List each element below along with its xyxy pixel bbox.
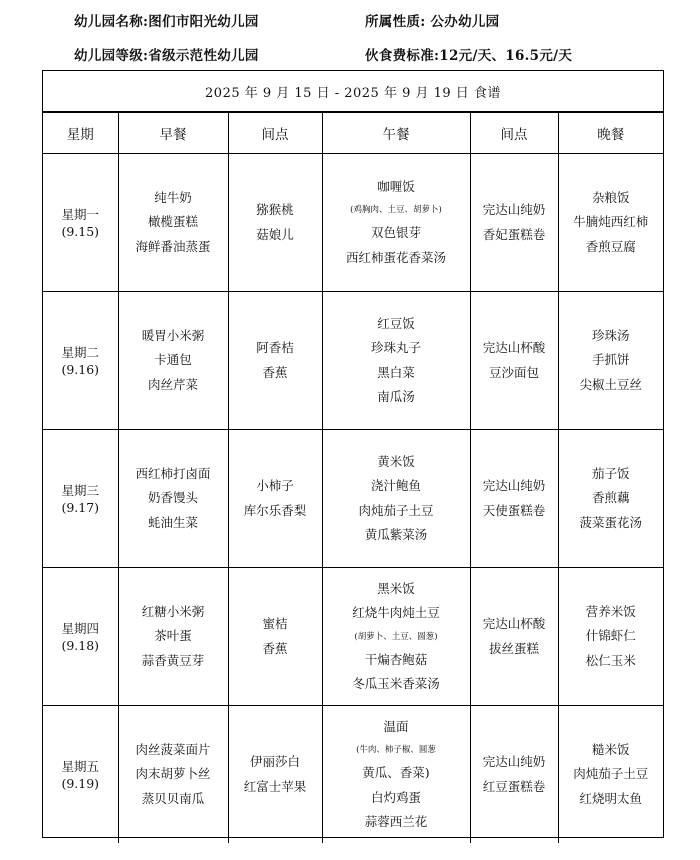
dinner-cell	[558, 154, 663, 292]
morning-snack-cell	[228, 568, 322, 706]
column-header-weekday: 星期	[43, 113, 118, 154]
menu-item: 杂粮饭	[591, 189, 630, 205]
menu-item: 完达山杯酸	[482, 340, 546, 355]
menu-item: 橄榄蛋糕	[147, 214, 198, 230]
menu-item: 豆沙面包	[488, 364, 539, 380]
day-name: 星期四	[61, 620, 99, 636]
breakfast-cell	[118, 706, 228, 844]
day-date: (9.16)	[61, 361, 100, 377]
day-row	[43, 154, 663, 292]
day-date: (9.15)	[61, 223, 100, 239]
menu-item: 糙米饭	[591, 741, 630, 757]
menu-item: 完达山纯奶	[482, 202, 546, 217]
menu-item: 蒸贝贝南瓜	[141, 790, 205, 806]
menu-item: 完达山杯酸	[482, 616, 546, 631]
morning-snack-cell	[228, 706, 322, 844]
menu-item: 手抓饼	[591, 352, 630, 368]
menu-item: 香蕉	[262, 364, 288, 380]
lunch-cell	[322, 568, 470, 706]
menu-item: 完达山纯奶	[482, 478, 546, 493]
menu-item: 咖喱饭	[377, 178, 415, 194]
day-date: (9.17)	[61, 499, 100, 515]
menu-item: 蚝油生菜	[147, 514, 198, 530]
menu-item: 牛腩炖西红柿	[573, 214, 649, 230]
menu-item: 完达山纯奶	[482, 754, 546, 769]
menu-item: 黑米饭	[377, 580, 415, 596]
day-cell	[43, 430, 118, 568]
lunch-cell	[322, 706, 470, 844]
menu-item: 珍珠丸子	[370, 340, 421, 355]
menu-item: 拔丝蛋糕	[488, 640, 539, 656]
morning-snack-cell	[228, 154, 322, 292]
day-row	[43, 292, 663, 430]
dinner-cell	[558, 292, 663, 430]
day-cell	[43, 292, 118, 430]
dinner-cell	[558, 706, 663, 844]
menu-item: 奶香馒头	[147, 490, 198, 506]
day-name: 星期二	[61, 344, 99, 360]
kindergarten-nature: 所属性质: 公办幼儿园	[365, 14, 500, 30]
column-header-dinner: 晚餐	[558, 113, 663, 154]
menu-item: 温面	[383, 718, 409, 734]
meal-fee-standard: 伙食费标准:12元/天、16.5元/天	[365, 48, 573, 64]
menu-item: 天使蛋糕卷	[482, 502, 546, 518]
menu-item: 库尔乐香梨	[243, 502, 307, 518]
menu-item: 松仁玉米	[585, 652, 636, 668]
menu-item: 小柿子	[256, 478, 294, 493]
column-header-snack-afternoon: 间点	[470, 113, 558, 154]
day-row	[43, 568, 663, 706]
menu-item: 猕猴桃	[256, 202, 294, 217]
menu-item: 红糖小米粥	[141, 603, 205, 619]
menu-item: 黑白菜	[377, 364, 415, 380]
afternoon-snack-cell	[470, 154, 558, 292]
morning-snack-cell	[228, 430, 322, 568]
afternoon-snack-cell	[470, 706, 558, 844]
day-name: 星期五	[61, 758, 99, 774]
menu-item: 什锦虾仁	[585, 628, 636, 644]
breakfast-cell	[118, 154, 228, 292]
menu-item: 红烧明太鱼	[579, 790, 642, 806]
menu-item: 暖胃小米粥	[141, 327, 205, 343]
menu-item: 菇娘儿	[256, 226, 294, 242]
menu-item: 肉丝芹菜	[147, 376, 198, 392]
menu-item: 南瓜汤	[377, 389, 415, 404]
weekly-menu-table	[42, 70, 664, 838]
menu-item: 蜜桔	[262, 616, 288, 631]
menu-item: (牛肉、柿子椒、圆葱	[356, 745, 436, 755]
menu-item: 蒜香黄豆芽	[141, 652, 205, 668]
menu-item: 蒜蓉西兰花	[364, 814, 428, 829]
menu-item: 菠菜蛋花汤	[579, 514, 642, 530]
menu-item: 红富士苹果	[243, 778, 307, 794]
day-date: (9.19)	[61, 775, 100, 791]
day-cell	[43, 568, 118, 706]
lunch-cell	[322, 292, 470, 430]
menu-item: 伊丽莎白	[249, 754, 300, 769]
lunch-cell	[322, 154, 470, 292]
menu-item: 红豆蛋糕卷	[482, 778, 546, 794]
column-header-row	[43, 113, 663, 154]
afternoon-snack-cell	[470, 568, 558, 706]
menu-title: 2025 年 9 月 15 日 - 2025 年 9 月 19 日 食谱	[43, 71, 663, 112]
menu-item: 冬瓜玉米香菜汤	[352, 676, 440, 691]
menu-item: 西红柿蛋花香菜汤	[345, 249, 446, 265]
morning-snack-cell	[228, 292, 322, 430]
menu-item: 海鲜番油蒸蛋	[135, 238, 211, 254]
menu-item: 香蕉	[262, 640, 288, 656]
column-header-lunch: 午餐	[322, 113, 470, 154]
menu-item: 香妃蛋糕卷	[482, 226, 546, 242]
menu-item: 阿香桔	[256, 340, 294, 355]
menu-item: 茶叶蛋	[154, 628, 192, 644]
column-header-snack-morning: 间点	[228, 113, 322, 154]
kindergarten-name: 幼儿园名称:图们市阳光幼儿园	[74, 14, 259, 30]
menu-item: 肉末胡萝卜丝	[135, 766, 211, 782]
dinner-cell	[558, 430, 663, 568]
menu-item: 卡通包	[154, 352, 192, 368]
breakfast-cell	[118, 568, 228, 706]
breakfast-cell	[118, 430, 228, 568]
menu-grid	[43, 112, 663, 843]
afternoon-snack-cell	[470, 292, 558, 430]
menu-item: 肉丝菠菜面片	[135, 741, 211, 757]
breakfast-cell	[118, 292, 228, 430]
menu-item: 白灼鸡蛋	[370, 789, 421, 805]
menu-item: 香煎藕	[591, 490, 630, 506]
dinner-cell	[558, 568, 663, 706]
menu-item: 黄瓜、香菜)	[362, 765, 430, 780]
menu-item: 浇汁鲍鱼	[370, 478, 421, 493]
afternoon-snack-cell	[470, 430, 558, 568]
day-cell	[43, 706, 118, 844]
column-header-breakfast: 早餐	[118, 113, 228, 154]
menu-item: 双色银芽	[370, 225, 421, 241]
menu-item: 珍珠汤	[591, 327, 630, 343]
menu-item: 肉炖茄子土豆	[358, 502, 434, 518]
menu-item: 黄米饭	[377, 453, 415, 469]
menu-item: 红烧牛肉炖土豆	[352, 605, 440, 620]
menu-item: 红豆饭	[377, 315, 415, 331]
menu-item: (胡萝卜、土豆、圆葱)	[354, 631, 438, 642]
menu-item: 纯牛奶	[154, 189, 192, 205]
kindergarten-level: 幼儿园等级:省级示范性幼儿园	[74, 48, 259, 64]
menu-item: 西红柿打卤面	[135, 465, 211, 481]
day-row	[43, 706, 663, 844]
menu-item: 尖椒土豆丝	[579, 376, 642, 392]
menu-item: 黄瓜紫菜汤	[364, 527, 428, 542]
menu-item: 营养米饭	[585, 603, 636, 619]
day-name: 星期三	[61, 482, 99, 498]
lunch-cell	[322, 430, 470, 568]
day-date: (9.18)	[61, 637, 100, 653]
menu-item: 茄子饭	[591, 465, 630, 481]
menu-item: (鸡胸肉、土豆、胡萝卜)	[350, 205, 442, 216]
menu-item: 肉炖茄子土豆	[573, 766, 649, 782]
day-name: 星期一	[61, 206, 99, 222]
day-row	[43, 430, 663, 568]
menu-item: 香煎豆腐	[585, 238, 636, 254]
day-cell	[43, 154, 118, 292]
menu-item: 干煸杏鲍菇	[364, 651, 428, 667]
